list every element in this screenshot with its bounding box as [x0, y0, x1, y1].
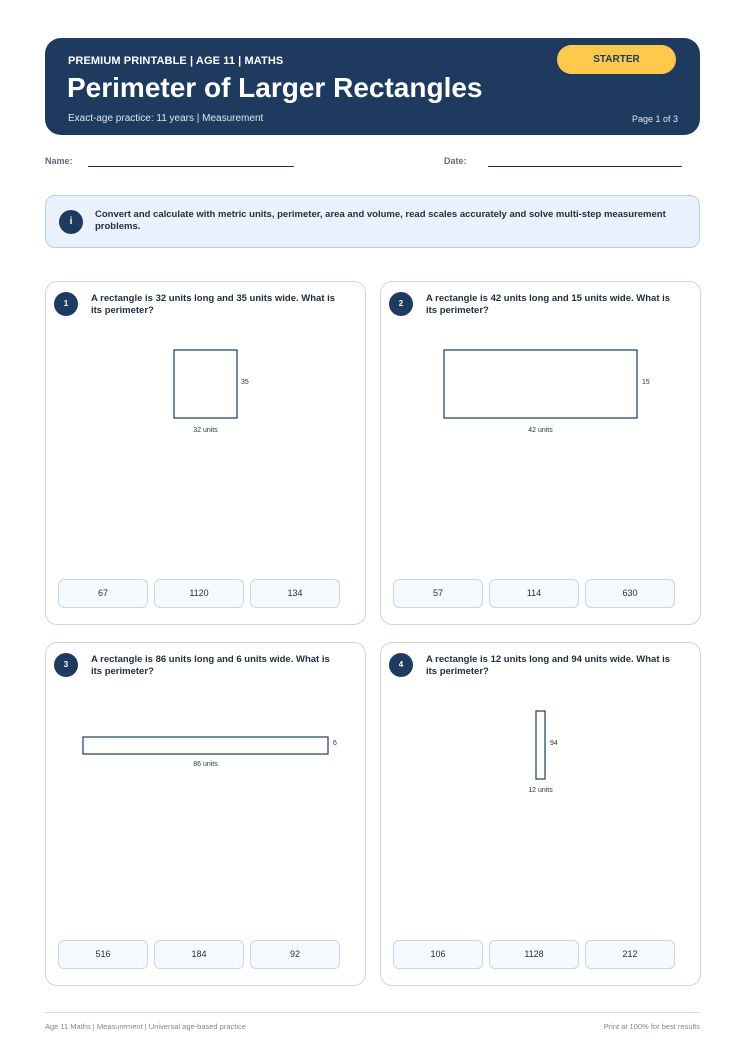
question-text: A rectangle is 12 units long and 94 units wide. What is its perimeter?	[426, 654, 671, 677]
question-card-4	[380, 642, 701, 986]
level-badge: STARTER	[557, 45, 676, 74]
date-field[interactable]	[488, 166, 682, 167]
footer-divider	[45, 1012, 700, 1013]
info-box	[45, 195, 700, 248]
date-label: Date:	[444, 156, 467, 166]
answer-option[interactable]: 57	[393, 579, 483, 608]
width-label: 15	[642, 379, 650, 386]
answer-option[interactable]: 1120	[154, 579, 244, 608]
header-banner	[45, 38, 700, 135]
footer-right-text: Print at 100% for best results	[603, 1022, 700, 1031]
answer-option[interactable]: 1128	[489, 940, 579, 969]
rectangle-shape	[83, 737, 328, 754]
answer-option[interactable]: 92	[250, 940, 340, 969]
answer-option[interactable]: 212	[585, 940, 675, 969]
question-number: 3	[54, 653, 78, 677]
question-text: A rectangle is 42 units long and 15 units wide. What is its perimeter?	[426, 293, 671, 316]
page-title: Perimeter of Larger Rectangles	[67, 72, 483, 103]
width-label: 6	[333, 740, 337, 747]
question-text: A rectangle is 32 units long and 35 units wide. What is its perimeter?	[91, 293, 336, 316]
rectangle-diagram	[46, 282, 365, 624]
answer-option[interactable]: 114	[489, 579, 579, 608]
width-label: 94	[550, 740, 558, 747]
question-card-1	[45, 281, 366, 625]
name-field[interactable]	[88, 166, 294, 167]
answer-option[interactable]: 134	[250, 579, 340, 608]
question-number: 1	[54, 292, 78, 316]
info-icon: i	[59, 210, 83, 234]
answer-option[interactable]: 516	[58, 940, 148, 969]
question-number: 4	[389, 653, 413, 677]
rectangle-shape	[174, 350, 237, 418]
answer-option[interactable]: 67	[58, 579, 148, 608]
rectangle-diagram	[381, 282, 700, 624]
name-label: Name:	[45, 156, 73, 166]
question-card-2	[380, 281, 701, 625]
question-card-3	[45, 642, 366, 986]
length-label: 32 units	[193, 427, 218, 434]
width-label: 35	[241, 379, 249, 386]
page-number: Page 1 of 3	[631, 114, 678, 124]
rectangle-diagram	[381, 643, 700, 985]
header-kicker: PREMIUM PRINTABLE | AGE 11 | MATHS	[68, 55, 284, 67]
answer-option[interactable]: 630	[585, 579, 675, 608]
rectangle-shape	[444, 350, 637, 418]
question-number: 2	[389, 292, 413, 316]
answer-option[interactable]: 184	[154, 940, 244, 969]
length-label: 12 units	[528, 787, 553, 794]
length-label: 42 units	[528, 427, 553, 434]
header-subtitle: Exact-age practice: 11 years | Measurement	[68, 113, 264, 124]
rectangle-diagram	[46, 643, 365, 985]
rectangle-shape	[536, 711, 545, 779]
info-text: Convert and calculate with metric units, perimeter, area and volume, read scales accurately and solve multi-step measurement problems.	[95, 209, 666, 232]
answer-option[interactable]: 106	[393, 940, 483, 969]
footer-left-text: Age 11 Maths | Measurement | Universal age-based practice	[45, 1022, 246, 1031]
question-text: A rectangle is 86 units long and 6 units wide. What is its perimeter?	[91, 654, 330, 677]
length-label: 86 units	[193, 761, 218, 768]
